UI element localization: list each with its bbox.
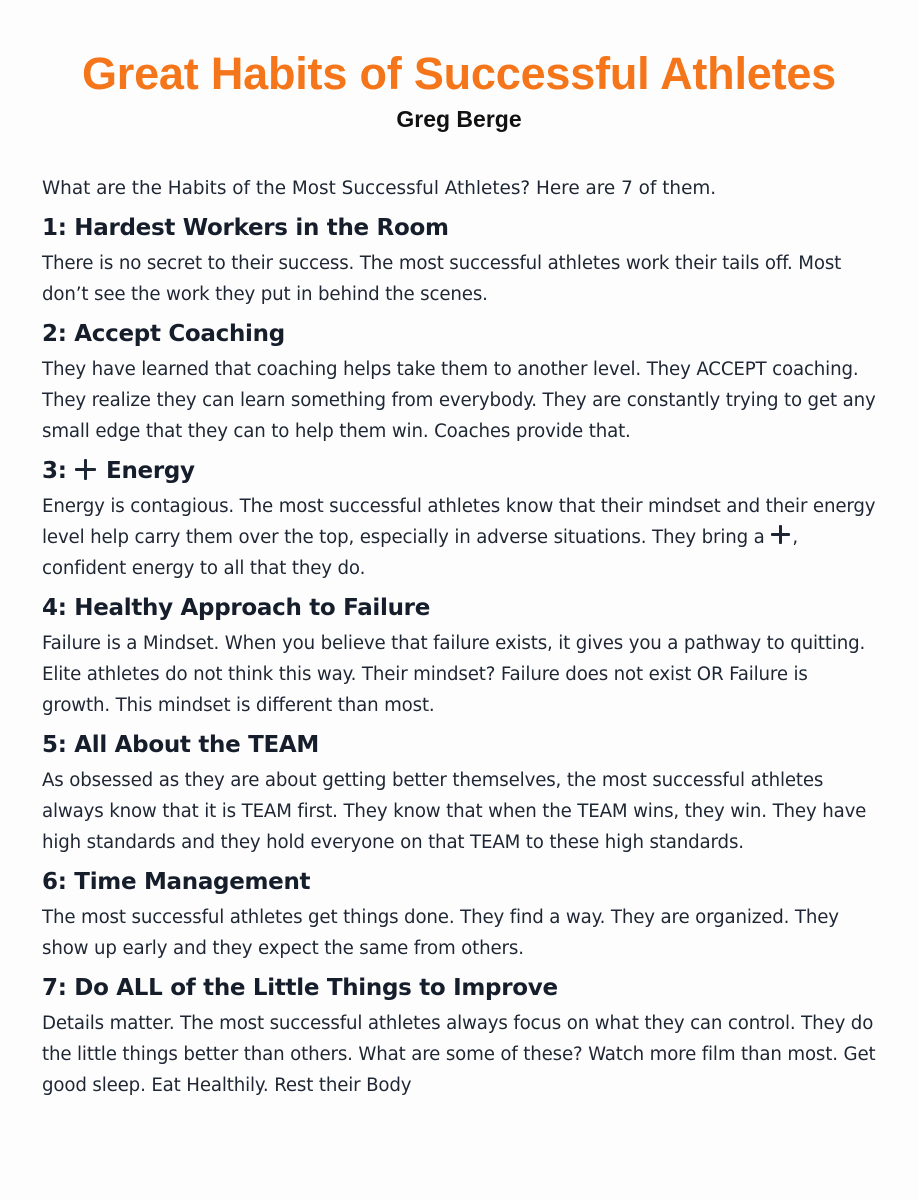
habit-heading-number: 3: [42, 458, 67, 484]
habit-section-4 [42, 590, 876, 721]
habit-heading: 4: Healthy Approach to Failure [42, 595, 431, 621]
plus-icon [771, 525, 790, 544]
habit-body [42, 491, 876, 584]
habit-body: They have learned that coaching helps take them to another level. They ACCEPT coaching. They realize they can learn something from everybody. They are constantly trying to get any small edge that they can to help them win. Coaches provide that. [42, 359, 876, 442]
habit-heading: 7: Do ALL of the Little Things to Improve [42, 975, 558, 1001]
habit-heading [42, 453, 876, 489]
habit-heading-label: Energy [106, 458, 195, 484]
habit-section-5 [42, 727, 876, 858]
habit-body: The most successful athletes get things done. They find a way. They are organized. They show up early and they expect the same from others. [42, 907, 839, 959]
page-title: Great Habits of Successful Athletes [81, 48, 837, 99]
habit-heading: 2: Accept Coaching [42, 321, 285, 347]
intro-text: What are the Habits of the Most Successful Athletes? Here are 7 of them. [42, 178, 717, 199]
plus-icon [75, 459, 96, 480]
habit-section-2 [42, 316, 876, 447]
habit-section-6 [42, 864, 876, 964]
habit-body-text: Energy is contagious. The most successful athletes know that their mindset and their energy level help carry them over the top, especially in adverse situations. They bring a [42, 496, 876, 548]
habit-section-7 [42, 970, 876, 1101]
habit-body: Failure is a Mindset. When you believe that failure exists, it gives you a pathway to quitting. Elite athletes do not think this way. Their mindset? Failure does not exist OR Failure is growth. This mindset is different than most. [42, 633, 866, 716]
habit-body: Details matter. The most successful athletes always focus on what they can control. They do the little things better than others. What are some of these? Watch more film than most. Get good sleep. Eat Healthily. Rest their Body [42, 1013, 876, 1096]
habit-section-1 [42, 210, 876, 310]
habit-body-text: , confident energy to all that they do. [42, 527, 798, 579]
habit-heading: 1: Hardest Workers in the Room [42, 215, 449, 241]
habit-body: As obsessed as they are about getting better themselves, the most successful athletes always know that it is TEAM first. They know that when the TEAM wins, they win. They have high standards and they hold everyone on that TEAM to these high standards. [42, 770, 867, 853]
habit-section-3 [42, 453, 876, 584]
habit-heading: 6: Time Management [42, 869, 311, 895]
habit-body: There is no secret to their success. The most successful athletes work their tails off. Most don’t see the work they put in behind the scenes. [42, 253, 842, 305]
habit-heading: 5: All About the TEAM [42, 732, 319, 758]
author-name: Greg Berge [396, 106, 522, 132]
